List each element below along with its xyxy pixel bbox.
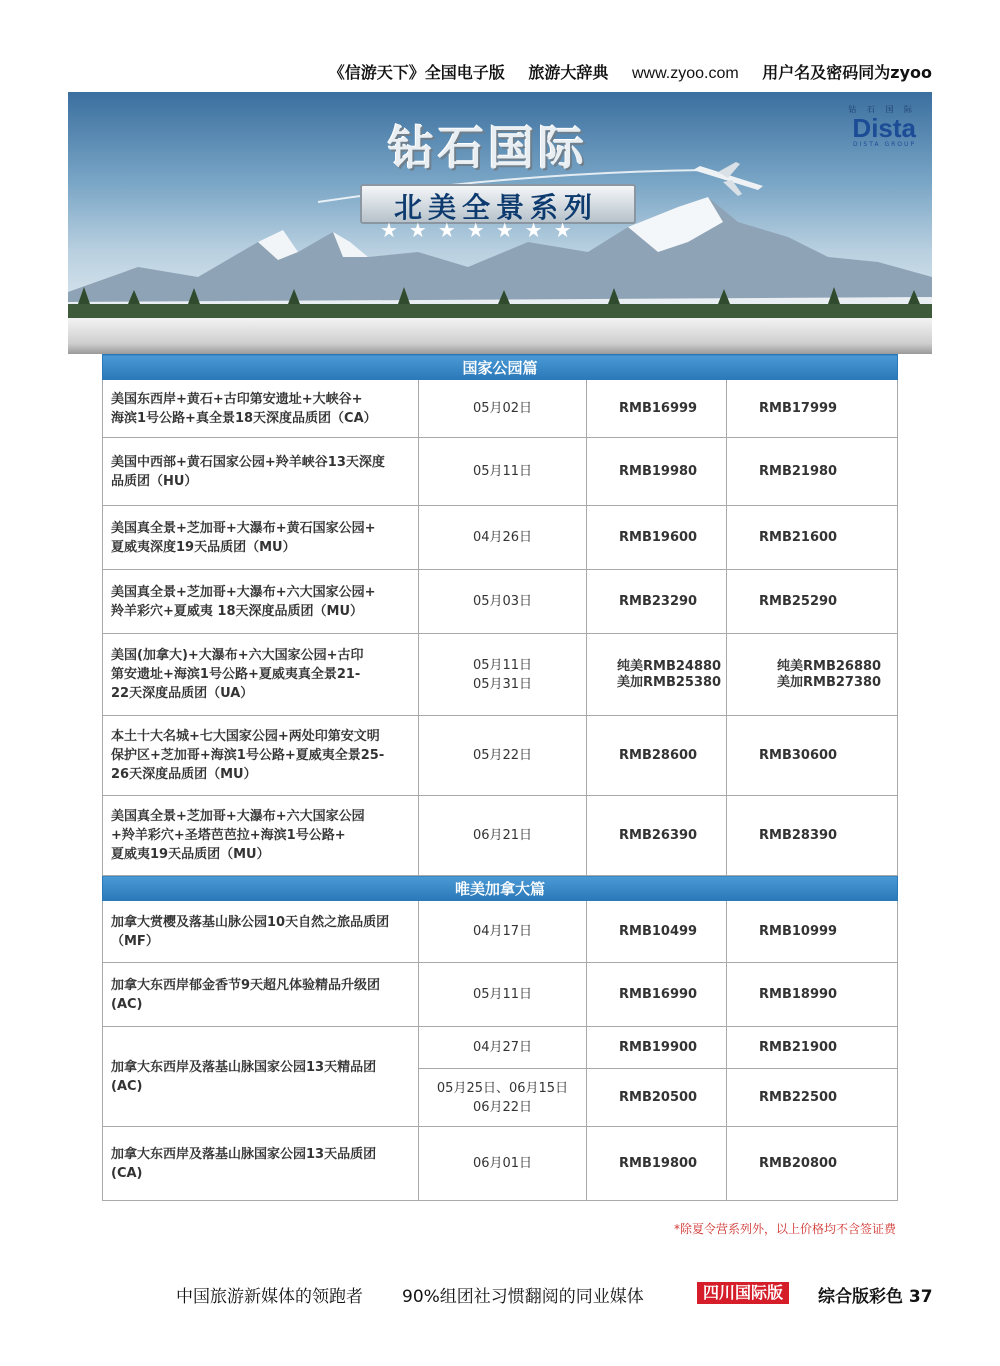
departure-date: 04月27日 xyxy=(419,1027,587,1069)
table-row xyxy=(103,1127,898,1201)
price-other: RMB28390 xyxy=(727,796,898,876)
edition-badge: 四川国际版 xyxy=(697,1282,789,1304)
table-row xyxy=(103,380,898,438)
table-row xyxy=(103,716,898,796)
tour-name: 加拿大东西岸郁金香节9天超凡体验精品升级团 (AC) xyxy=(103,963,419,1027)
banner-image xyxy=(68,92,932,320)
price-adult: RMB19980 xyxy=(587,438,727,506)
section-title: 国家公园篇 xyxy=(103,355,898,380)
price-adult: RMB19900 xyxy=(587,1027,727,1069)
logo-text: Dista xyxy=(852,113,916,143)
price-other: 纯美RMB26880 美加RMB27380 xyxy=(727,634,898,716)
airplane-icon xyxy=(693,162,763,196)
price-adult: RMB26390 xyxy=(587,796,727,876)
footer-slogan-1: 中国旅游新媒体的领跑者 xyxy=(176,1287,363,1307)
price-other: RMB18990 xyxy=(727,963,898,1027)
price-adult: 纯美RMB24880 美加RMB25380 xyxy=(587,634,727,716)
tour-name: 本土十大名城+七大国家公园+两处印第安文明 保护区+芝加哥+海滨1号公路+夏威夷全景25- 26天深度品质团（MU） xyxy=(103,716,419,796)
departure-date: 06月21日 xyxy=(419,796,587,876)
brand-title: 钻石国际 xyxy=(388,121,588,175)
logo-subtext: DISTA GROUP xyxy=(853,141,916,148)
price-adult: RMB16999 xyxy=(587,380,727,438)
page-number: 综合版彩色 37 xyxy=(818,1287,933,1307)
section-header xyxy=(103,876,898,901)
stars-icon: ★★★★★★★ xyxy=(380,218,583,242)
departure-date: 06月01日 xyxy=(419,1127,587,1201)
price-other: RMB30600 xyxy=(727,716,898,796)
tour-name: 美国真全景+芝加哥+大瀑布+黄石国家公园+ 夏威夷深度19天品质团（MU） xyxy=(103,506,419,570)
price-adult: RMB16990 xyxy=(587,963,727,1027)
departure-date: 04月26日 xyxy=(419,506,587,570)
website-link[interactable]: www.zyoo.com xyxy=(631,65,739,82)
price-other: RMB21600 xyxy=(727,506,898,570)
price-adult: RMB23290 xyxy=(587,570,727,634)
departure-date: 05月03日 xyxy=(419,570,587,634)
price-adult: RMB10499 xyxy=(587,901,727,963)
section-title: 唯美加拿大篇 xyxy=(103,876,898,901)
dictionary-name: 旅游大辞典 xyxy=(528,63,609,82)
tour-name: 加拿大东西岸及落基山脉国家公园13天精品团 (AC) xyxy=(103,1027,419,1127)
departure-date: 04月17日 xyxy=(419,901,587,963)
footer-slogan-2: 90%组团社习惯翻阅的同业媒体 xyxy=(402,1287,644,1307)
price-adult: RMB28600 xyxy=(587,716,727,796)
tour-name: 美国真全景+芝加哥+大瀑布+六大国家公园+ 羚羊彩穴+夏威夷 18天深度品质团（MU） xyxy=(103,570,419,634)
departure-date: 05月25日、06月15日 06月22日 xyxy=(419,1069,587,1127)
logo-chinese: 钻 石 国 际 xyxy=(848,105,916,114)
tour-name: 加拿大赏樱及落基山脉公园10天自然之旅品质团 （MF） xyxy=(103,901,419,963)
table-row xyxy=(103,634,898,716)
login-note: 用户名及密码同为zyoo xyxy=(762,63,932,82)
price-other: RMB21980 xyxy=(727,438,898,506)
table-row xyxy=(103,1027,898,1069)
tour-name: 美国真全景+芝加哥+大瀑布+六大国家公园 +羚羊彩穴+圣塔芭芭拉+海滨1号公路+ 夏威夷19天品质团（MU） xyxy=(103,796,419,876)
tour-name: 美国中西部+黄石国家公园+羚羊峡谷13天深度 品质团（HU） xyxy=(103,438,419,506)
banner-band xyxy=(68,318,932,354)
table-row xyxy=(103,506,898,570)
price-table xyxy=(102,354,898,1201)
price-other: RMB20800 xyxy=(727,1127,898,1201)
price-other: RMB25290 xyxy=(727,570,898,634)
price-adult: RMB19600 xyxy=(587,506,727,570)
tour-name: 美国东西岸+黄石+古印第安遗址+大峡谷+ 海滨1号公路+真全景18天深度品质团（CA） xyxy=(103,380,419,438)
visa-note: *除夏令营系列外，以上价格均不含签证费 xyxy=(673,1222,896,1236)
tour-name: 加拿大东西岸及落基山脉国家公园13天品质团 (CA) xyxy=(103,1127,419,1201)
table-row xyxy=(103,901,898,963)
page-header xyxy=(0,60,932,83)
departure-date: 05月02日 xyxy=(419,380,587,438)
departure-date: 05月11日 05月31日 xyxy=(419,634,587,716)
price-adult: RMB20500 xyxy=(587,1069,727,1127)
magazine-name: 《信游天下》全国电子版 xyxy=(328,63,505,82)
departure-date: 05月22日 xyxy=(419,716,587,796)
table-row xyxy=(103,963,898,1027)
tour-name: 美国(加拿大)+大瀑布+六大国家公园+古印 第安遗址+海滨1号公路+夏威夷真全景21- 22天深度品质团（UA） xyxy=(103,634,419,716)
series-title: 北美全景系列 xyxy=(393,191,598,224)
price-other: RMB21900 xyxy=(727,1027,898,1069)
price-other: RMB22500 xyxy=(727,1069,898,1127)
departure-date: 05月11日 xyxy=(419,438,587,506)
table-row xyxy=(103,438,898,506)
price-adult: RMB19800 xyxy=(587,1127,727,1201)
table-row xyxy=(103,570,898,634)
section-header xyxy=(103,355,898,380)
page-footer xyxy=(0,1282,940,1306)
table-row xyxy=(103,796,898,876)
price-other: RMB10999 xyxy=(727,901,898,963)
departure-date: 05月11日 xyxy=(419,963,587,1027)
price-other: RMB17999 xyxy=(727,380,898,438)
dista-logo xyxy=(796,104,916,150)
